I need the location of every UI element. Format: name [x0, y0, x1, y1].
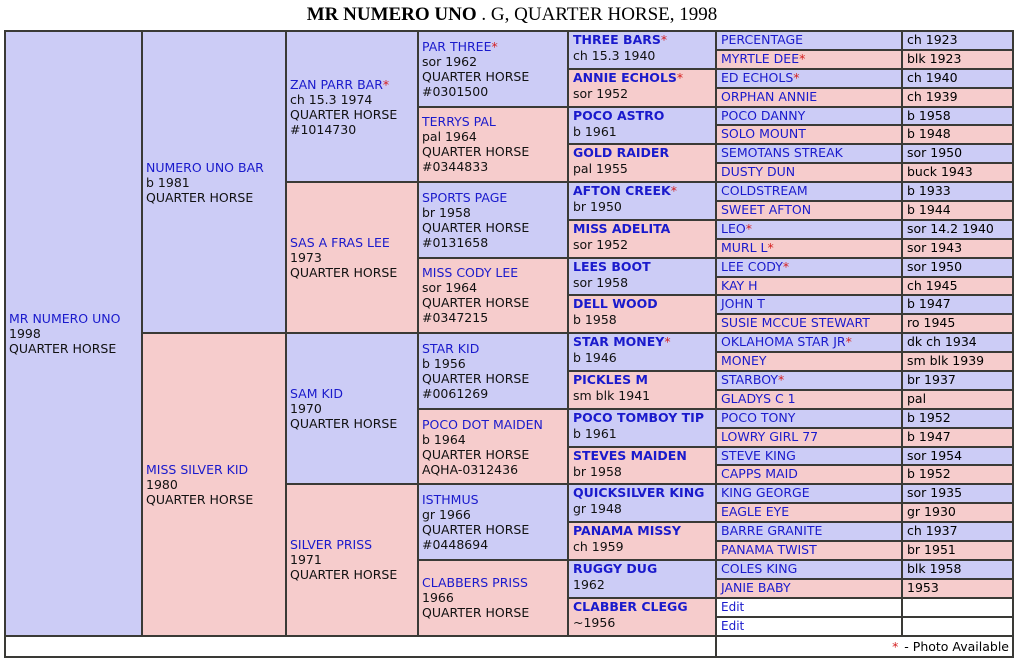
ancestor-info-cell — [902, 390, 1013, 409]
horse-name-link[interactable]: SUSIE MCCUE STEWART — [721, 315, 870, 331]
ancestor-name-cell — [716, 182, 902, 201]
ancestor-name-cell — [716, 522, 902, 541]
pedigree-cell — [418, 182, 568, 258]
horse-name-link[interactable]: KING GEORGE — [721, 485, 810, 501]
edit-link[interactable]: Edit — [721, 618, 745, 633]
horse-name-link[interactable]: OKLAHOMA STAR JR — [721, 334, 846, 350]
ancestor-info-cell — [902, 107, 1013, 126]
edit-cell — [716, 617, 902, 636]
horse-detail: b 1958 — [907, 107, 951, 123]
page-title — [0, 4, 1024, 26]
horse-detail: b 1956 — [422, 356, 466, 372]
horse-name-link[interactable]: DELL WOOD — [573, 296, 658, 312]
horse-name-link[interactable]: SAM KID — [290, 386, 343, 402]
horse-detail: b 1964 — [422, 431, 466, 447]
ancestor-name-cell — [716, 465, 902, 484]
horse-detail: ch 15.3 1940 — [573, 48, 656, 63]
ancestor-info-cell — [902, 277, 1013, 296]
title-horse-name: MR NUMERO UNO — [306, 4, 477, 25]
horse-name-link[interactable]: PICKLES M — [573, 372, 648, 388]
pedigree-row — [5, 333, 1013, 352]
ancestor-name-cell — [716, 428, 902, 447]
pedigree-row — [5, 31, 1013, 50]
horse-detail: b 1946 — [573, 350, 617, 366]
horse-detail: #0448694 — [422, 537, 489, 553]
ancestor-name-cell — [716, 125, 902, 144]
horse-detail: QUARTER HORSE — [146, 491, 254, 507]
photo-legend — [716, 636, 1013, 658]
pedigree-cell — [568, 560, 716, 598]
horse-name-link[interactable]: AFTON CREEK — [573, 183, 671, 199]
pedigree-row — [5, 636, 1013, 658]
pedigree-cell — [568, 69, 716, 107]
horse-detail: b 1958 — [573, 312, 617, 328]
ancestor-info-cell — [902, 314, 1013, 333]
ancestor-info-cell — [902, 579, 1013, 598]
edit-link[interactable]: Edit — [721, 599, 745, 614]
ancestor-info-cell — [902, 352, 1013, 371]
horse-name-link[interactable]: POCO DANNY — [721, 107, 806, 123]
ancestor-info-cell — [902, 88, 1013, 107]
ancestor-info-cell — [902, 333, 1013, 352]
horse-detail: QUARTER HORSE — [146, 189, 254, 205]
horse-detail: blk 1958 — [907, 560, 962, 576]
horse-name-link[interactable]: MONEY — [721, 353, 767, 369]
pedigree-cell — [418, 333, 568, 409]
horse-name-link[interactable]: JOHN T — [721, 296, 765, 312]
horse-detail: br 1958 — [422, 204, 471, 220]
pedigree-cell — [418, 107, 568, 183]
horse-detail: QUARTER HORSE — [422, 144, 530, 160]
horse-name-link[interactable]: CLABBER CLEGG — [573, 598, 688, 614]
horse-name-link[interactable]: CAPPS MAID — [721, 466, 798, 482]
horse-detail: b 1948 — [907, 126, 951, 142]
horse-detail: gr 1966 — [422, 507, 471, 523]
horse-detail: #0131658 — [422, 234, 489, 250]
horse-detail: 1962 — [573, 576, 605, 592]
ancestor-name-cell — [716, 277, 902, 296]
pedigree-cell — [568, 295, 716, 333]
horse-detail: b 1952 — [907, 466, 951, 482]
horse-name-link[interactable]: POCO TOMBOY TIP — [573, 409, 704, 425]
horse-name-link[interactable]: MURL L — [721, 239, 768, 255]
empty-cell — [902, 598, 1013, 617]
horse-detail: b 1952 — [907, 409, 951, 425]
ancestor-name-cell — [716, 409, 902, 428]
ancestor-info-cell — [902, 541, 1013, 560]
horse-detail: buck 1943 — [907, 164, 973, 180]
horse-name-link[interactable]: LEO — [721, 220, 746, 236]
horse-detail: ch 15.3 1974 — [290, 91, 373, 107]
pedigree-cell — [418, 258, 568, 334]
ancestor-name-cell — [716, 484, 902, 503]
title-details: . G, QUARTER HORSE, 1998 — [476, 4, 718, 25]
ancestor-info-cell — [902, 220, 1013, 239]
horse-name-link[interactable]: TERRYS PAL — [422, 114, 496, 130]
horse-detail: ch 1923 — [907, 32, 958, 47]
horse-name-link[interactable]: JANIE BABY — [721, 579, 791, 595]
horse-detail: ch 1940 — [907, 69, 958, 85]
photo-star-icon: * — [745, 220, 752, 236]
edit-cell — [716, 598, 902, 617]
horse-detail: b 1981 — [146, 174, 190, 190]
horse-detail: sor 1954 — [907, 447, 963, 463]
ancestor-info-cell — [902, 428, 1013, 447]
ancestor-name-cell — [716, 69, 902, 88]
ancestor-name-cell — [716, 31, 902, 50]
horse-detail: QUARTER HORSE — [422, 446, 530, 462]
horse-name-link[interactable]: CLABBERS PRISS — [422, 575, 528, 591]
horse-name-link[interactable]: EAGLE EYE — [721, 504, 790, 520]
footer-blank — [5, 636, 716, 658]
ancestor-info-cell — [902, 239, 1013, 258]
ancestor-info-cell — [902, 258, 1013, 277]
pedigree-table — [4, 30, 1014, 658]
horse-detail: gr 1930 — [907, 504, 956, 520]
horse-name-link[interactable]: PAR THREE — [422, 38, 492, 54]
ancestor-name-cell — [716, 447, 902, 466]
horse-detail: 1973 — [290, 250, 322, 266]
ancestor-info-cell — [902, 201, 1013, 220]
horse-detail: ch 1945 — [907, 277, 958, 293]
ancestor-name-cell — [716, 163, 902, 182]
horse-name-link[interactable]: MISS SILVER KID — [146, 461, 249, 477]
pedigree-cell — [568, 144, 716, 182]
horse-detail: sor 1952 — [573, 236, 629, 252]
horse-detail: sor 1964 — [422, 280, 478, 296]
horse-name-link[interactable]: STEVE KING — [721, 447, 796, 463]
ancestor-info-cell — [902, 182, 1013, 201]
horse-name-link[interactable]: SWEET AFTON — [721, 202, 812, 218]
horse-detail: AQHA-0312436 — [422, 461, 519, 477]
horse-detail: 1966 — [422, 590, 454, 606]
photo-star-icon: * — [670, 183, 677, 199]
ancestor-name-cell — [716, 295, 902, 314]
horse-detail: sor 1935 — [907, 485, 963, 501]
horse-name-link[interactable]: MISS CODY LEE — [422, 265, 519, 281]
pedigree-cell — [418, 560, 568, 636]
horse-detail: QUARTER HORSE — [422, 219, 530, 235]
pedigree-cell — [568, 522, 716, 560]
horse-name-link[interactable]: LOWRY GIRL 77 — [721, 428, 819, 444]
photo-star-icon: * — [676, 69, 684, 85]
ancestor-name-cell — [716, 579, 902, 598]
pedigree-cell — [568, 107, 716, 145]
horse-detail: b 1961 — [573, 425, 617, 441]
photo-star-icon: * — [660, 32, 668, 47]
pedigree-cell — [568, 409, 716, 447]
horse-name-link[interactable]: STAR KID — [422, 341, 480, 357]
horse-detail: sor 1943 — [907, 239, 963, 255]
ancestor-info-cell — [902, 522, 1013, 541]
horse-detail: QUARTER HORSE — [422, 371, 530, 387]
horse-name-link[interactable]: SEMOTANS STREAK — [721, 145, 843, 161]
pedigree-cell — [568, 598, 716, 636]
ancestor-info-cell — [902, 484, 1013, 503]
horse-name-link[interactable]: MISS ADELITA — [573, 220, 671, 236]
horse-name-link[interactable]: PANAMA TWIST — [721, 542, 817, 558]
horse-detail: sor 1952 — [573, 85, 629, 101]
pedigree-cell — [142, 333, 286, 635]
horse-detail: b 1944 — [907, 202, 951, 218]
ancestor-name-cell — [716, 239, 902, 258]
horse-detail: sor 14.2 1940 — [907, 220, 994, 236]
horse-name-link[interactable]: POCO DOT MAIDEN — [422, 416, 543, 432]
ancestor-info-cell — [902, 50, 1013, 69]
horse-detail: sm blk 1939 — [907, 353, 985, 369]
ancestor-info-cell — [902, 560, 1013, 579]
horse-detail: 1980 — [146, 476, 178, 492]
horse-name-link[interactable]: QUICKSILVER KING — [573, 485, 705, 501]
horse-detail: QUARTER HORSE — [422, 522, 530, 538]
pedigree-cell — [568, 484, 716, 522]
horse-detail: sm blk 1941 — [573, 388, 651, 404]
horse-detail: b 1947 — [907, 296, 951, 312]
horse-name-link[interactable]: ED ECHOLS — [721, 69, 794, 85]
horse-detail: ro 1945 — [907, 315, 956, 331]
horse-name-link[interactable]: SPORTS PAGE — [422, 189, 508, 205]
horse-detail: br 1951 — [907, 542, 956, 558]
horse-detail: gr 1948 — [573, 501, 622, 517]
photo-star-icon: * — [767, 239, 774, 255]
horse-detail: #0301500 — [422, 83, 489, 99]
pedigree-cell — [568, 447, 716, 485]
horse-detail: QUARTER HORSE — [422, 605, 530, 621]
horse-name-link[interactable]: ORPHAN ANNIE — [721, 88, 818, 104]
photo-star-icon: * — [382, 76, 390, 92]
photo-star-icon: * — [892, 638, 899, 654]
horse-detail: 1971 — [290, 552, 322, 568]
ancestor-name-cell — [716, 503, 902, 522]
ancestor-name-cell — [716, 371, 902, 390]
horse-detail: pal — [907, 390, 927, 406]
horse-detail: br 1958 — [573, 463, 622, 479]
pedigree-cell — [5, 31, 142, 636]
photo-star-icon: * — [664, 334, 671, 350]
horse-detail: 1953 — [907, 579, 939, 595]
pedigree-cell — [568, 220, 716, 258]
pedigree-cell — [286, 484, 418, 635]
pedigree-cell — [568, 31, 716, 69]
pedigree-cell — [418, 409, 568, 485]
horse-name-link[interactable]: STAR MONEY — [573, 334, 665, 350]
horse-detail: pal 1955 — [573, 161, 628, 177]
photo-star-icon: * — [777, 372, 785, 388]
pedigree-cell — [568, 258, 716, 296]
horse-name-link[interactable]: BARRE GRANITE — [721, 523, 823, 539]
ancestor-info-cell — [902, 69, 1013, 88]
horse-detail: b 1933 — [907, 183, 951, 199]
horse-name-link[interactable]: LEE CODY — [721, 258, 783, 274]
ancestor-name-cell — [716, 314, 902, 333]
horse-detail: #1014730 — [290, 121, 357, 137]
horse-name-link[interactable]: COLDSTREAM — [721, 183, 808, 199]
photo-star-icon: * — [793, 69, 800, 85]
ancestor-name-cell — [716, 258, 902, 277]
pedigree-cell — [418, 484, 568, 560]
horse-name-link[interactable]: SOLO MOUNT — [721, 126, 806, 142]
horse-detail: QUARTER HORSE — [290, 265, 398, 281]
horse-name-link[interactable]: THREE BARS — [573, 32, 661, 47]
horse-name-link[interactable]: NUMERO UNO BAR — [146, 159, 264, 175]
ancestor-name-cell — [716, 560, 902, 579]
horse-detail: QUARTER HORSE — [9, 340, 117, 356]
horse-detail: QUARTER HORSE — [422, 68, 530, 84]
horse-name-link[interactable]: POCO TONY — [721, 409, 796, 425]
horse-detail: br 1937 — [907, 372, 956, 388]
horse-detail: QUARTER HORSE — [290, 416, 398, 432]
horse-detail: ch 1959 — [573, 539, 624, 555]
horse-name-link[interactable]: DUSTY DUN — [721, 164, 796, 180]
pedigree-cell — [286, 31, 418, 182]
horse-name-link[interactable]: PERCENTAGE — [721, 32, 804, 47]
horse-detail: 1970 — [290, 401, 322, 417]
pedigree-cell — [418, 31, 568, 107]
pedigree-cell — [286, 333, 418, 484]
ancestor-name-cell — [716, 50, 902, 69]
horse-detail: pal 1964 — [422, 129, 477, 145]
horse-detail: blk 1923 — [907, 50, 962, 66]
horse-detail: ch 1937 — [907, 523, 958, 539]
horse-detail: sor 1962 — [422, 53, 478, 69]
pedigree-cell — [568, 333, 716, 371]
horse-name-link[interactable]: MYRTLE DEE — [721, 50, 800, 66]
horse-detail: b 1947 — [907, 428, 951, 444]
ancestor-name-cell — [716, 352, 902, 371]
horse-name-link[interactable]: STARBOY — [721, 372, 778, 388]
photo-star-icon: * — [491, 38, 498, 54]
horse-name-link[interactable]: RUGGY DUG — [573, 560, 658, 576]
horse-name-link[interactable]: COLES KING — [721, 560, 798, 576]
ancestor-info-cell — [902, 125, 1013, 144]
horse-detail: br 1950 — [573, 199, 622, 215]
pedigree-cell — [568, 182, 716, 220]
ancestor-name-cell — [716, 107, 902, 126]
horse-name-link[interactable]: SAS A FRAS LEE — [290, 235, 390, 251]
pedigree-cell — [286, 182, 418, 333]
pedigree-cell — [142, 31, 286, 333]
horse-detail: b 1961 — [573, 123, 617, 139]
ancestor-name-cell — [716, 88, 902, 107]
ancestor-info-cell — [902, 465, 1013, 484]
horse-name-link[interactable]: PANAMA MISSY — [573, 523, 681, 539]
ancestor-name-cell — [716, 333, 902, 352]
horse-name-link[interactable]: ZAN PARR BAR — [290, 76, 383, 92]
horse-name-link[interactable]: POCO ASTRO — [573, 107, 665, 123]
horse-detail: QUARTER HORSE — [422, 295, 530, 311]
ancestor-info-cell — [902, 31, 1013, 50]
horse-name-link[interactable]: GLADYS C 1 — [721, 390, 796, 406]
photo-star-icon: * — [799, 50, 806, 66]
horse-detail: #0347215 — [422, 310, 489, 326]
horse-name-link[interactable]: MR NUMERO UNO — [9, 310, 121, 326]
ancestor-info-cell — [902, 295, 1013, 314]
horse-name-link[interactable]: SILVER PRISS — [290, 537, 373, 553]
ancestor-name-cell — [716, 541, 902, 560]
horse-detail: sor 1958 — [573, 274, 629, 290]
ancestor-info-cell — [902, 409, 1013, 428]
ancestor-info-cell — [902, 371, 1013, 390]
pedigree-cell — [568, 371, 716, 409]
horse-detail: 1998 — [9, 325, 41, 341]
horse-detail: ch 1939 — [907, 88, 958, 104]
empty-cell — [902, 617, 1013, 636]
ancestor-info-cell — [902, 163, 1013, 182]
horse-detail: sor 1950 — [907, 258, 963, 274]
horse-detail: #0344833 — [422, 159, 489, 175]
photo-legend-text: - Photo Available — [900, 638, 1009, 654]
horse-detail: sor 1950 — [907, 145, 963, 161]
horse-detail: dk ch 1934 — [907, 334, 977, 350]
horse-detail: ~1956 — [573, 614, 616, 630]
horse-name-link[interactable]: ISTHMUS — [422, 492, 479, 508]
horse-detail: QUARTER HORSE — [290, 106, 398, 122]
horse-detail: QUARTER HORSE — [290, 567, 398, 583]
horse-name-link[interactable]: LEES BOOT — [573, 258, 651, 274]
photo-star-icon: * — [845, 334, 852, 350]
ancestor-name-cell — [716, 144, 902, 163]
ancestor-name-cell — [716, 201, 902, 220]
horse-detail: #0061269 — [422, 386, 489, 402]
photo-star-icon: * — [782, 258, 790, 274]
ancestor-info-cell — [902, 447, 1013, 466]
horse-name-link[interactable]: KAY H — [721, 277, 758, 293]
ancestor-info-cell — [902, 144, 1013, 163]
ancestor-name-cell — [716, 390, 902, 409]
horse-name-link[interactable]: GOLD RAIDER — [573, 145, 670, 161]
horse-name-link[interactable]: STEVES MAIDEN — [573, 447, 687, 463]
horse-name-link[interactable]: ANNIE ECHOLS — [573, 69, 677, 85]
ancestor-info-cell — [902, 503, 1013, 522]
ancestor-name-cell — [716, 220, 902, 239]
